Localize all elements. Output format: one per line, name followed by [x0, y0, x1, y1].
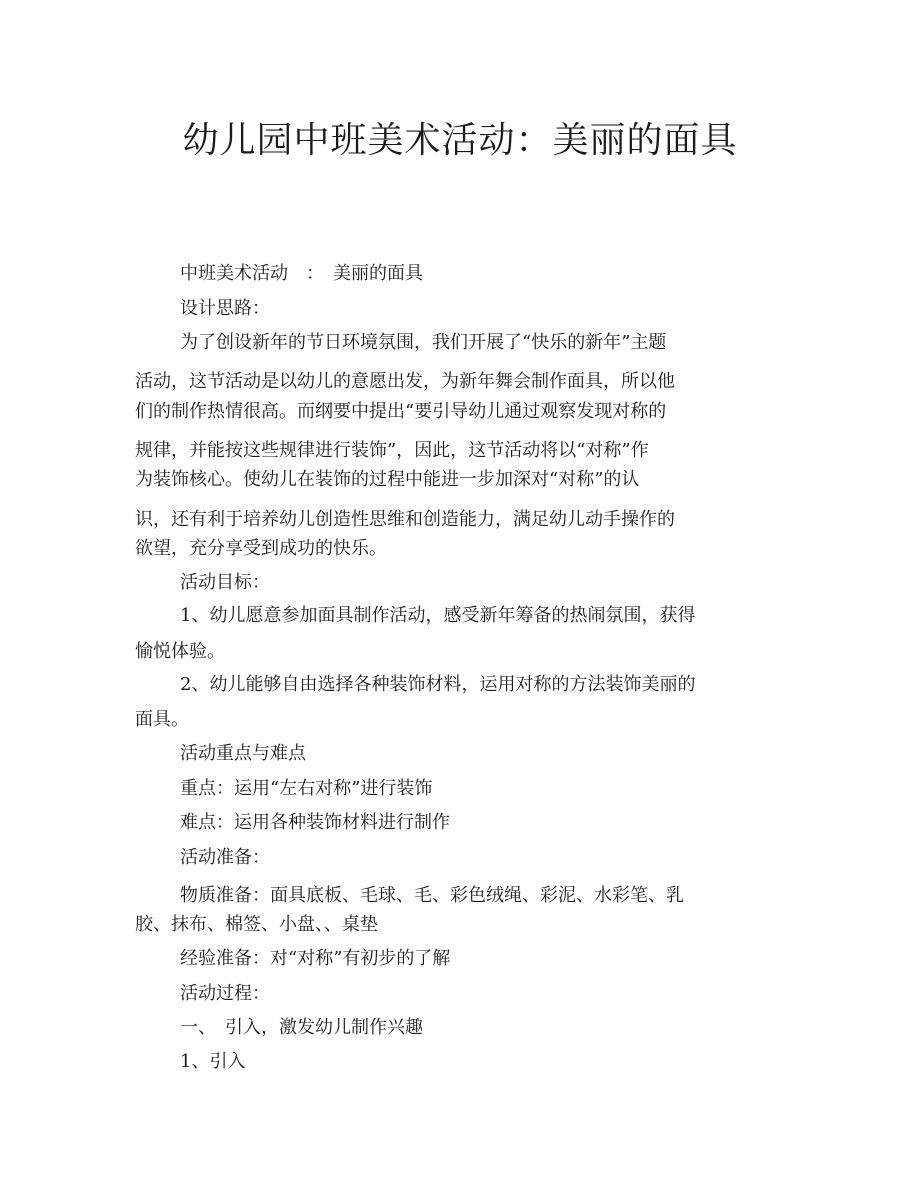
section-heading: 设计思路： [180, 298, 270, 319]
paragraph-line: 们的制作热情很高。而纲要中提出“要引导幼儿通过观察发现对称的 [135, 401, 667, 422]
paragraph-line: 欲望，充分享受到成功的快乐。 [135, 538, 387, 559]
paragraph-line: 识，还有利于培养幼儿创造性思维和创造能力，满足幼儿动手操作的 [135, 509, 675, 530]
subtitle-line: 中班美术活动 ： 美丽的面具 [180, 263, 423, 284]
paragraph-line: 规律，并能按这些规律进行装饰”，因此，这节活动将以“对称”作 [135, 440, 649, 461]
paragraph-line: 为装饰核心。使幼儿在装饰的过程中能进一步加深对“对称”的认 [135, 469, 640, 490]
list-item: 1、幼儿愿意参加面具制作活动，感受新年筹备的热闹氛围，获得 [180, 605, 696, 626]
paragraph-line: 活动，这节活动是以幼儿的意愿出发，为新年舞会制作面具，所以他 [135, 371, 675, 392]
section-heading: 活动准备： [180, 847, 270, 868]
section-heading: 活动目标： [180, 572, 270, 593]
paragraph-line: 为了创设新年的节日环境氛围，我们开展了“快乐的新年”主题 [180, 332, 667, 353]
paragraph-line: 物质准备：面具底板、毛球、毛、彩色绒绳、彩泥、水彩笔、乳 [180, 885, 684, 906]
paragraph-line: 难点：运用各种装饰材料进行制作 [180, 812, 450, 833]
paragraph-line: 重点：运用“左右对称”进行装饰 [180, 778, 433, 799]
document-title: 幼儿园中班美术活动：美丽的面具 [182, 120, 738, 161]
list-item-continued: 面具。 [135, 709, 189, 730]
list-item: 2、幼儿能够自由选择各种装饰材料，运用对称的方法装饰美丽的 [180, 674, 696, 695]
step-heading: 一、 引入，激发幼儿制作兴趣 [180, 1017, 423, 1038]
paragraph-line: 胶、抹布、棉签、小盘、、桌垫 [135, 914, 378, 935]
step-subheading: 1、引入 [180, 1051, 246, 1072]
section-heading: 活动重点与难点 [180, 743, 306, 764]
list-item-continued: 愉悦体验。 [135, 641, 225, 662]
paragraph-line: 经验准备：对“对称”有初步的了解 [180, 948, 451, 969]
section-heading: 活动过程： [180, 983, 270, 1004]
